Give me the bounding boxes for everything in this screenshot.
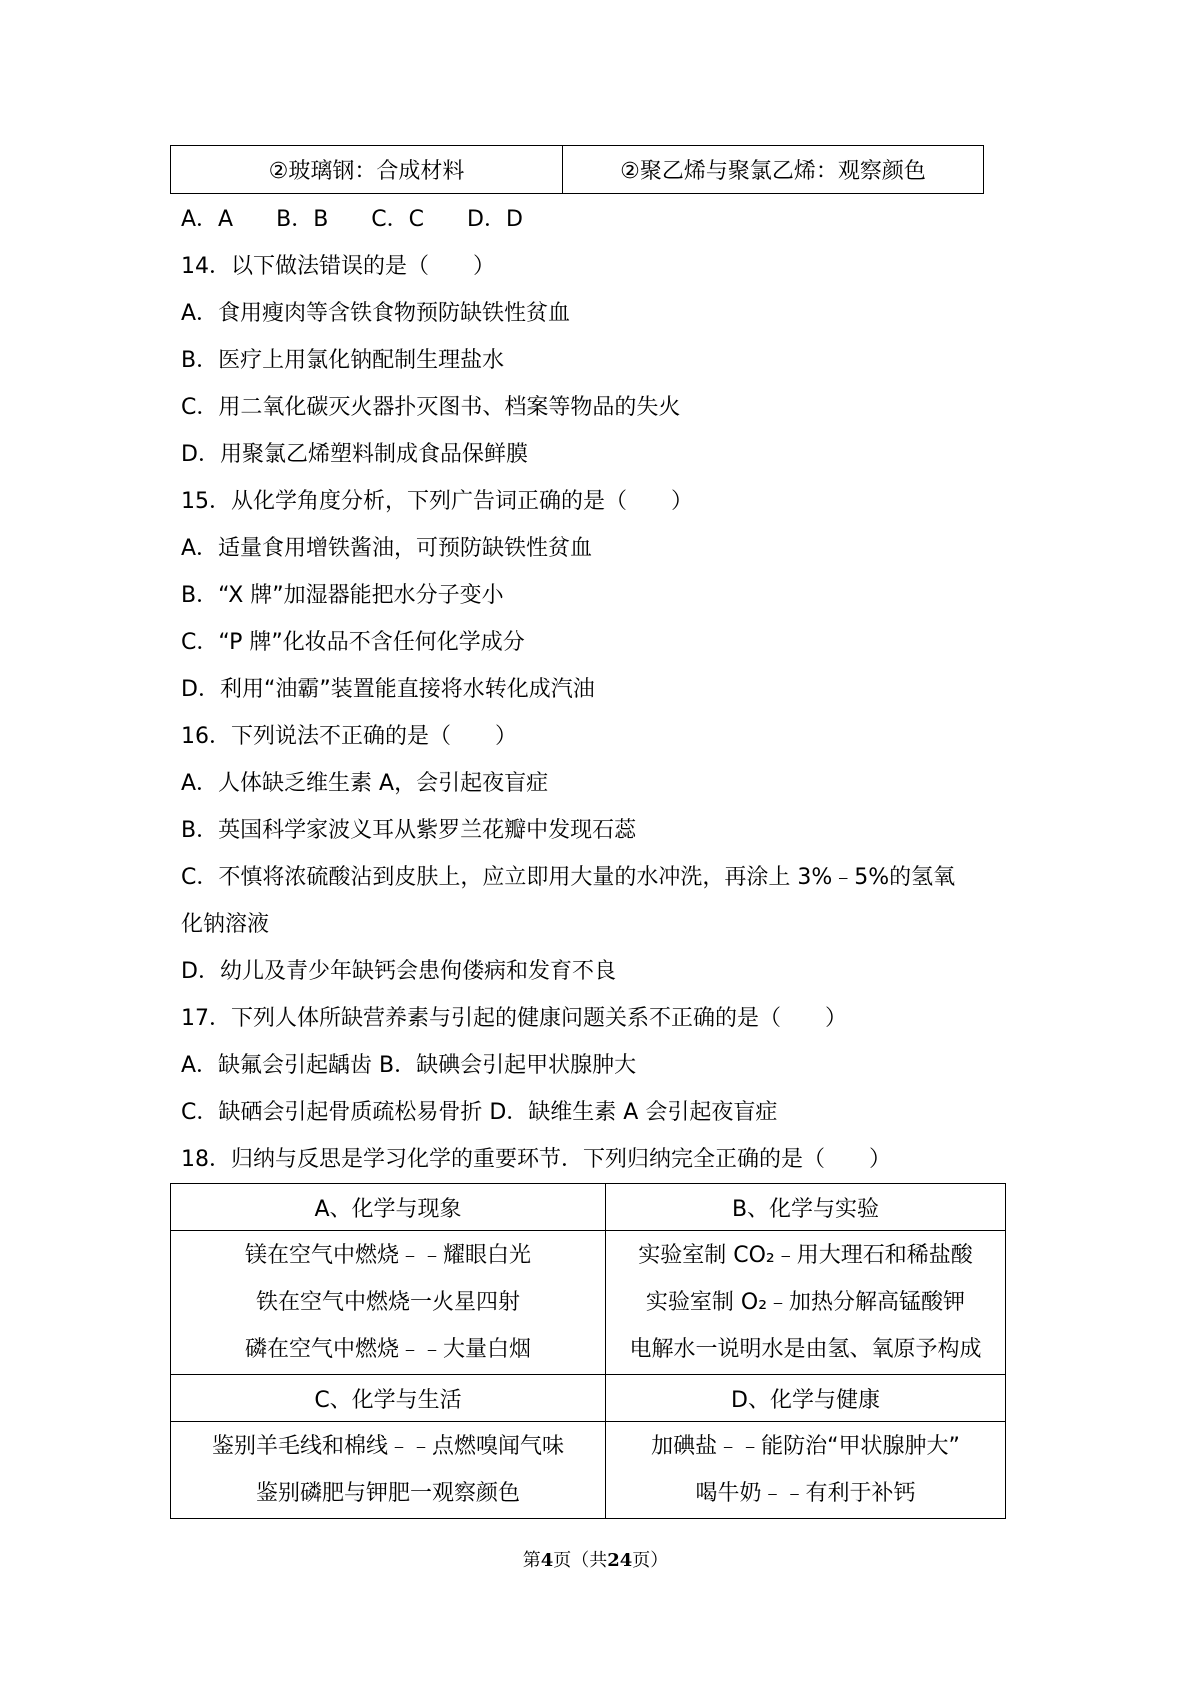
table-row <box>171 1422 1006 1519</box>
q16-option-c: C．不慎将浓硫酸沾到皮肤上，应立即用大量的水冲洗，再涂上 3%﹣5%的氢氧 <box>181 865 956 890</box>
q18-c-body <box>171 1422 606 1519</box>
q18-b-item: 实验室制 CO₂﹣用大理石和稀盐酸 <box>638 1243 973 1268</box>
q13-option-d: D．D <box>467 207 523 232</box>
footer-mid: 页（共 <box>553 1550 608 1571</box>
q18-b-item: 实验室制 O₂﹣加热分解高锰酸钾 <box>645 1290 966 1315</box>
q14-option-c: C．用二氧化碳灭火器扑灭图书、档案等物品的失火 <box>181 395 681 420</box>
q16-option-b: B．英国科学家波义耳从紫罗兰花瓣中发现石蕊 <box>181 818 637 843</box>
q18-a-item: 磷在空气中燃烧﹣﹣大量白烟 <box>244 1337 531 1362</box>
top-table-left-cell: ②玻璃钢：合成材料 <box>171 146 563 194</box>
q18-c-item: 鉴别磷肥与钾肥一观察颜色 <box>255 1481 520 1506</box>
q18-b-item: 电解水一说明水是由氢、氧原予构成 <box>629 1337 982 1362</box>
q18-stem: 18．归纳与反思是学习化学的重要环节．下列归纳完全正确的是（ ） <box>181 1147 891 1172</box>
q17-options-ab: A．缺氟会引起龋齿 B．缺碘会引起甲状腺肿大 <box>181 1053 637 1078</box>
q14-option-d: D．用聚氯乙烯塑料制成食品保鲜膜 <box>181 442 528 467</box>
q13-option-b: B．B <box>276 207 329 232</box>
top-table-right-cell: ②聚乙烯与聚氯乙烯：观察颜色 <box>563 146 984 194</box>
q17-options-cd: C．缺硒会引起骨质疏松易骨折 D．缺维生素 A 会引起夜盲症 <box>181 1100 778 1125</box>
q16-option-d: D．幼儿及青少年缺钙会患佝偻病和发育不良 <box>181 959 616 984</box>
footer-prefix: 第 <box>522 1550 541 1571</box>
q14-stem: 14．以下做法错误的是（ ） <box>181 254 495 279</box>
q15-option-b: B．“X 牌”加湿器能把水分子变小 <box>181 583 504 608</box>
q17-stem: 17．下列人体所缺营养素与引起的健康问题关系不正确的是（ ） <box>181 1006 847 1031</box>
q18-a-item: 铁在空气中燃烧一火星四射 <box>255 1290 520 1315</box>
q13-option-a: A．A <box>181 207 234 232</box>
q18-c-item: 鉴别羊毛线和棉线﹣﹣点燃嗅闻气味 <box>211 1434 564 1459</box>
footer-suffix: 页） <box>632 1550 669 1571</box>
q18-table <box>170 1183 1006 1519</box>
q18-d-body <box>606 1422 1006 1519</box>
q18-d-item: 喝牛奶﹣﹣有利于补钙 <box>695 1481 916 1506</box>
table-row <box>171 146 984 194</box>
q18-a-body <box>171 1231 606 1375</box>
footer-page-number: 4 <box>540 1550 554 1571</box>
q16-option-a: A．人体缺乏维生素 A，会引起夜盲症 <box>181 771 549 796</box>
q18-d-header: D、化学与健康 <box>606 1375 1006 1422</box>
q15-option-d: D．利用“油霸”装置能直接将水转化成汽油 <box>181 677 595 702</box>
q15-option-a: A．适量食用增铁酱油，可预防缺铁性贫血 <box>181 536 593 561</box>
q18-b-header: B、化学与实验 <box>606 1184 1006 1231</box>
q16-option-c-continued: 化钠溶液 <box>181 912 270 937</box>
q15-option-c: C．“P 牌”化妆品不含任何化学成分 <box>181 630 525 655</box>
page-footer <box>0 1546 1191 1572</box>
q16-stem: 16．下列说法不正确的是（ ） <box>181 724 517 749</box>
q18-c-header: C、化学与生活 <box>171 1375 606 1422</box>
q18-a-header: A、化学与现象 <box>171 1184 606 1231</box>
table-row <box>171 1231 1006 1375</box>
table-row <box>171 1375 1006 1422</box>
footer-total-pages: 24 <box>607 1550 633 1571</box>
top-table <box>170 145 984 194</box>
q14-option-b: B．医疗上用氯化钠配制生理盐水 <box>181 348 505 373</box>
q18-a-item: 镁在空气中燃烧﹣﹣耀眼白光 <box>244 1243 531 1268</box>
q18-d-item: 加碘盐﹣﹣能防治“甲状腺肿大” <box>651 1434 960 1459</box>
q13-option-c: C．C <box>371 207 425 232</box>
q18-b-body <box>606 1231 1006 1375</box>
q13-options <box>181 205 559 235</box>
table-row <box>171 1184 1006 1231</box>
q14-option-a: A．食用瘦肉等含铁食物预防缺铁性贫血 <box>181 301 571 326</box>
q15-stem: 15．从化学角度分析，下列广告词正确的是（ ） <box>181 489 693 514</box>
